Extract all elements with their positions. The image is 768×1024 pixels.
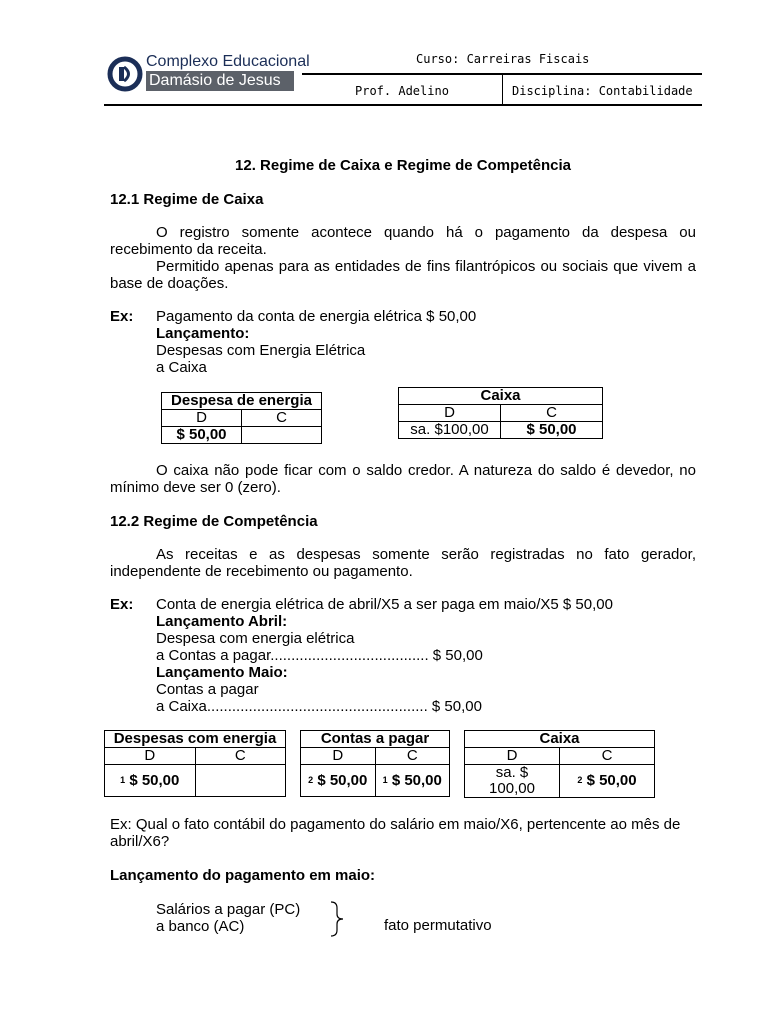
amount: $ 50,00: [129, 771, 180, 789]
entry-label: Lançamento Abril:: [156, 613, 288, 630]
debit-header: D: [301, 748, 376, 765]
t-account-despesa-energia: [161, 392, 322, 444]
amount: $ 50,00: [586, 772, 637, 789]
amount: $ 50,00: [391, 771, 442, 789]
section-heading-competencia: 12.2 Regime de Competência: [110, 513, 318, 530]
entry-ref: 2: [577, 775, 583, 785]
page-title: 12. Regime de Caixa e Regime de Competência: [235, 157, 571, 174]
credit-value: [560, 765, 655, 798]
t-account-title: Caixa: [399, 388, 603, 405]
entry-credit: a Caixa..................................................... $ 50,00: [156, 698, 482, 715]
t-account-caixa: [398, 387, 603, 439]
paragraph: Permitido apenas para as entidades de fins filantrópicos ou sociais que vivem a base de doações.: [110, 258, 696, 292]
example-label: Ex:: [110, 596, 134, 613]
debit-value: [105, 765, 196, 797]
credit-header: C: [195, 748, 286, 765]
credit-value: [375, 765, 450, 797]
course-label: Curso: Carreiras Fiscais: [416, 52, 590, 66]
header-divider: [502, 75, 503, 104]
paragraph: O registro somente acontece quando há o pagamento da despesa ou recebimento da receita.: [110, 224, 696, 258]
t-account-title: Despesas com energia: [105, 731, 286, 748]
credit-cell: [242, 427, 322, 444]
amount-line: sa. $: [495, 764, 529, 781]
brace-icon: [328, 900, 346, 938]
entry-credit: a Caixa: [156, 359, 207, 376]
debit-value: $ 50,00: [162, 427, 242, 444]
t-account-caixa-competencia: [464, 730, 655, 798]
paragraph: O caixa não pode ficar com o saldo credor. A natureza do saldo é devedor, no mínimo deve ser 0 (zero).: [110, 462, 696, 496]
amount-line: 100,00: [489, 780, 535, 797]
entry-credit: a Contas a pagar...................................... $ 50,00: [156, 647, 483, 664]
t-account-contas-a-pagar: [300, 730, 450, 797]
entry-debit: Salários a pagar (PC): [156, 901, 301, 918]
t-account-despesas-energia: [104, 730, 286, 797]
debit-header: D: [105, 748, 196, 765]
credit-header: C: [560, 748, 655, 765]
debit-header: D: [465, 748, 560, 765]
credit-header: C: [242, 410, 322, 427]
entry-block: [156, 901, 300, 935]
example-block: [156, 308, 476, 376]
t-account-title: Despesa de energia: [162, 393, 322, 410]
credit-cell: [195, 765, 286, 797]
entry-debit: Contas a pagar: [156, 681, 259, 698]
t-account-title: Caixa: [465, 731, 655, 748]
example-line: Conta de energia elétrica de abril/X5 a ser paga em maio/X5 $ 50,00: [156, 596, 613, 613]
logo-text-top: Complexo Educacional: [146, 53, 310, 70]
t-account-title: Contas a pagar: [301, 731, 450, 748]
entry-credit: a banco (AC): [156, 918, 245, 935]
subheading-pagamento: Lançamento do pagamento em maio:: [110, 867, 376, 884]
professor-label: Prof. Adelino: [355, 84, 449, 98]
entry-ref: 1: [382, 774, 388, 785]
entry-ref: 1: [120, 774, 126, 785]
example-line: Pagamento da conta de energia elétrica $ 50,00: [156, 308, 477, 325]
entry-ref: 2: [308, 774, 314, 785]
logo-icon: [107, 56, 143, 92]
credit-header: C: [375, 748, 450, 765]
header-bottom-rule: [104, 104, 702, 106]
debit-header: D: [162, 410, 242, 427]
discipline-label: Disciplina: Contabilidade: [512, 84, 693, 98]
amount: $ 50,00: [317, 771, 368, 789]
entry-debit: Despesa com energia elétrica: [156, 630, 355, 647]
entry-label: Lançamento Maio:: [156, 664, 288, 681]
entry-debit: Despesas com Energia Elétrica: [156, 342, 366, 359]
debit-header: D: [399, 405, 501, 422]
section-heading-caixa: 12.1 Regime de Caixa: [110, 191, 264, 208]
credit-value: $ 50,00: [501, 422, 603, 439]
example-block: [156, 596, 613, 715]
debit-value: [301, 765, 376, 797]
entry-label: Lançamento:: [156, 325, 250, 342]
debit-value: sa. $100,00: [399, 422, 501, 439]
logo-text-bottom: Damásio de Jesus: [146, 71, 294, 91]
example-label: Ex:: [110, 308, 134, 325]
question-paragraph: Ex: Qual o fato contábil do pagamento do salário em maio/X6, pertencente ao mês de abril/X6?: [110, 816, 681, 850]
debit-value: [465, 765, 560, 798]
fact-type-label: fato permutativo: [384, 917, 492, 934]
credit-header: C: [501, 405, 603, 422]
paragraph: As receitas e as despesas somente serão registradas no fato gerador, independente de recebimento ou pagamento.: [110, 546, 696, 580]
